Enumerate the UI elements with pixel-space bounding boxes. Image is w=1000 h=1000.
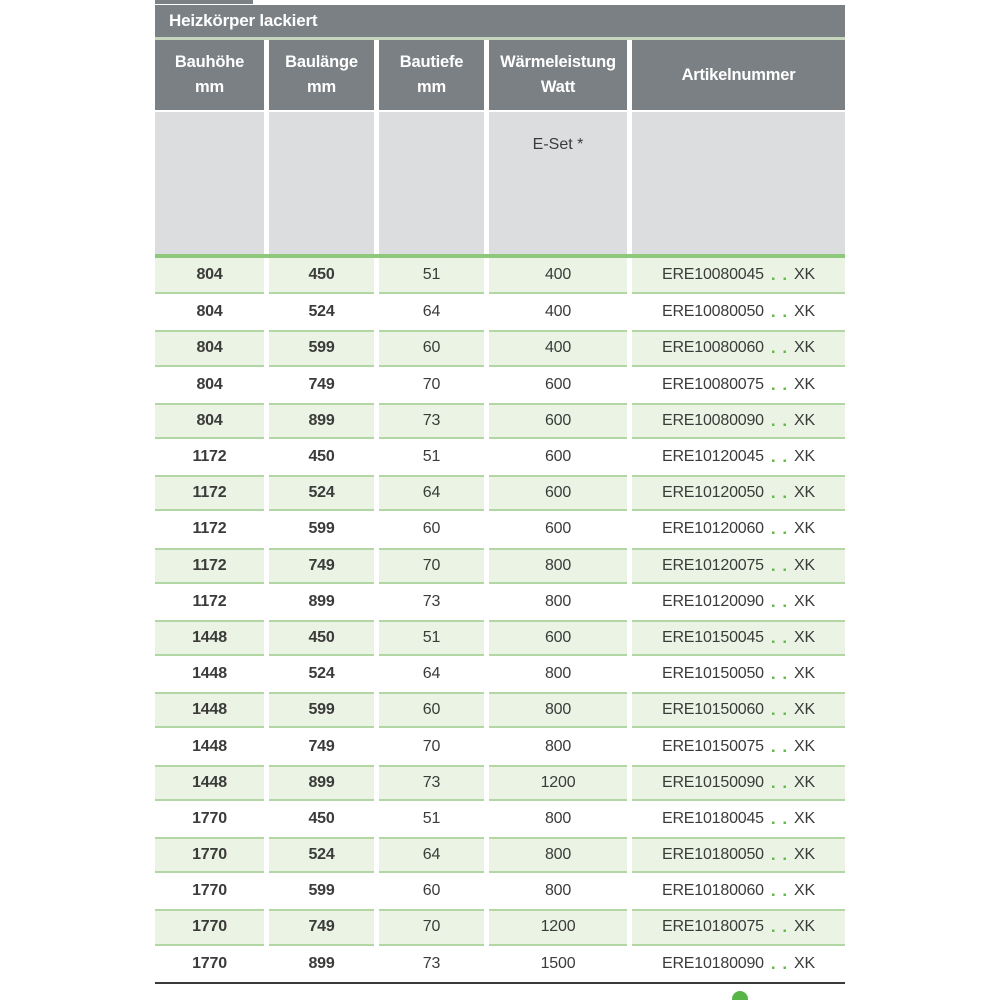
baulaenge-cell: 599	[269, 330, 374, 366]
bauhoehe-cell: 804	[196, 303, 223, 321]
art-dots: . .	[770, 338, 789, 358]
bauhoehe-cell: 1172	[155, 548, 264, 584]
watt-cell: 800	[544, 665, 572, 683]
watt-cell: 400	[489, 258, 627, 294]
art-suffix: XK	[794, 411, 815, 429]
table-title: Heizkörper lackiert	[155, 5, 845, 37]
baulaenge-cell: 749	[269, 909, 374, 945]
table-row	[155, 692, 845, 728]
artikelnummer-cell	[632, 294, 845, 330]
art-code: ERE10120045	[661, 448, 764, 466]
column-header-artikelnummer	[632, 40, 845, 110]
art-suffix: XK	[794, 266, 815, 284]
bauhoehe-cell: 804	[155, 330, 264, 366]
art-suffix: XK	[794, 556, 815, 574]
watt-cell: 800	[489, 692, 627, 728]
art-code: ERE10080060	[661, 339, 764, 357]
art-code: ERE10150090	[661, 773, 764, 791]
bautiefe-cell: 60	[422, 882, 441, 900]
art-suffix: XK	[794, 954, 815, 972]
baulaenge-cell: 450	[308, 448, 335, 466]
art-code: ERE10080075	[661, 375, 764, 393]
art-suffix: XK	[794, 809, 815, 827]
artikelnummer-cell	[632, 837, 845, 873]
artikelnummer-cell	[632, 656, 845, 692]
bauhoehe-cell: 1770	[192, 809, 227, 827]
art-code: ERE10180050	[661, 846, 764, 864]
artikelnummer-cell	[632, 584, 845, 620]
bauhoehe-cell: 1770	[155, 909, 264, 945]
table-row	[155, 475, 845, 511]
baulaenge-cell: 599	[269, 692, 374, 728]
bauhoehe-cell: 804	[155, 403, 264, 439]
table-row	[155, 548, 845, 584]
art-code: ERE10120050	[661, 484, 764, 502]
bautiefe-cell: 51	[422, 448, 441, 466]
table-row	[155, 620, 845, 656]
baulaenge-cell: 899	[308, 592, 335, 610]
table-body	[155, 258, 845, 982]
baulaenge-cell: 899	[269, 403, 374, 439]
artikelnummer-cell	[632, 403, 845, 439]
art-dots: . .	[770, 772, 789, 792]
art-dots: . .	[770, 374, 789, 394]
artikelnummer-cell	[632, 946, 845, 982]
bautiefe-cell: 60	[379, 692, 484, 728]
bautiefe-cell: 51	[379, 620, 484, 656]
watt-cell: 600	[544, 520, 572, 538]
art-code: ERE10180090	[661, 954, 764, 972]
table-row	[155, 330, 845, 366]
table-row	[155, 873, 845, 909]
art-dots: . .	[770, 845, 789, 865]
bautiefe-cell: 64	[379, 475, 484, 511]
column-header-label: Baulänge	[285, 53, 358, 72]
art-dots: . .	[770, 483, 789, 503]
art-code: ERE10150075	[661, 737, 764, 755]
baulaenge-cell: 524	[308, 665, 335, 683]
watt-cell: 1500	[540, 954, 576, 972]
artikelnummer-cell	[632, 765, 845, 801]
baulaenge-cell: 749	[269, 548, 374, 584]
watt-cell: 600	[544, 375, 572, 393]
column-header-bautiefe	[379, 40, 484, 110]
art-dots: . .	[770, 736, 789, 756]
baulaenge-cell: 899	[269, 765, 374, 801]
art-suffix: XK	[794, 628, 815, 646]
table-subheader-row	[155, 112, 845, 254]
art-suffix: XK	[794, 882, 815, 900]
art-suffix: XK	[794, 520, 815, 538]
bautiefe-cell: 70	[379, 548, 484, 584]
column-header-unit: mm	[307, 78, 336, 96]
art-suffix: XK	[794, 665, 815, 683]
baulaenge-cell: 749	[308, 737, 335, 755]
art-dots: . .	[770, 664, 789, 684]
baulaenge-cell: 524	[269, 837, 374, 873]
art-suffix: XK	[794, 484, 815, 502]
art-code: ERE10120060	[661, 520, 764, 538]
subheader-cell	[379, 112, 484, 254]
green-dot	[732, 991, 748, 1000]
art-code: ERE10150045	[661, 628, 764, 646]
bauhoehe-cell: 1172	[192, 448, 227, 466]
bautiefe-cell: 64	[422, 303, 441, 321]
watt-cell: 800	[544, 737, 572, 755]
bautiefe-cell: 70	[422, 737, 441, 755]
table-row	[155, 367, 845, 403]
bautiefe-cell: 70	[422, 375, 441, 393]
column-header-unit: mm	[195, 78, 224, 96]
table-row	[155, 584, 845, 620]
table-row	[155, 801, 845, 837]
artikelnummer-cell	[632, 728, 845, 764]
watt-cell: 800	[544, 882, 572, 900]
art-suffix: XK	[794, 918, 815, 936]
bautiefe-cell: 60	[379, 330, 484, 366]
bauhoehe-cell: 1448	[192, 665, 227, 683]
subheader-cell-eset	[489, 112, 627, 254]
baulaenge-cell: 450	[269, 620, 374, 656]
table-row	[155, 765, 845, 801]
art-suffix: XK	[794, 339, 815, 357]
art-code: ERE10080045	[661, 266, 764, 284]
art-dots: . .	[770, 953, 789, 973]
bauhoehe-cell: 1770	[155, 837, 264, 873]
baulaenge-cell: 899	[308, 954, 335, 972]
artikelnummer-cell	[632, 258, 845, 294]
column-header-bauhoehe	[155, 40, 264, 110]
table-row	[155, 656, 845, 692]
bautiefe-cell: 73	[379, 765, 484, 801]
watt-cell: 800	[489, 837, 627, 873]
artikelnummer-cell	[632, 367, 845, 403]
art-dots: . .	[770, 627, 789, 647]
bautiefe-cell: 73	[422, 592, 441, 610]
artikelnummer-cell	[632, 439, 845, 475]
art-code: ERE10120075	[661, 556, 764, 574]
watt-cell: 800	[544, 809, 572, 827]
art-suffix: XK	[794, 773, 815, 791]
table-row	[155, 909, 845, 945]
table-row	[155, 403, 845, 439]
bautiefe-cell: 64	[422, 665, 441, 683]
table-row	[155, 946, 845, 982]
art-suffix: XK	[794, 303, 815, 321]
table-row	[155, 258, 845, 294]
column-header-unit: Watt	[540, 78, 576, 96]
bautiefe-cell: 73	[422, 954, 441, 972]
art-suffix: XK	[794, 701, 815, 719]
baulaenge-cell: 524	[308, 303, 335, 321]
art-suffix: XK	[794, 592, 815, 610]
bauhoehe-cell: 1172	[192, 520, 227, 538]
art-code: ERE10180075	[661, 918, 764, 936]
bauhoehe-cell: 804	[155, 258, 264, 294]
subheader-cell	[269, 112, 374, 254]
bautiefe-cell: 60	[422, 520, 441, 538]
art-code: ERE10120090	[661, 592, 764, 610]
watt-cell: 600	[544, 448, 572, 466]
table-row	[155, 439, 845, 475]
watt-cell: 1200	[489, 765, 627, 801]
bauhoehe-cell: 1770	[192, 954, 227, 972]
table-row	[155, 837, 845, 873]
art-dots: . .	[770, 808, 789, 828]
artikelnummer-cell	[632, 801, 845, 837]
column-header-label: Artikelnummer	[681, 65, 796, 84]
bautiefe-cell: 70	[379, 909, 484, 945]
table-row	[155, 511, 845, 547]
bautiefe-cell: 73	[379, 403, 484, 439]
art-dots: . .	[770, 917, 789, 937]
watt-cell: 600	[489, 403, 627, 439]
baulaenge-cell: 599	[308, 520, 335, 538]
subheader-cell	[632, 112, 845, 254]
artikelnummer-cell	[632, 692, 845, 728]
art-dots: . .	[770, 447, 789, 467]
watt-cell: 600	[489, 475, 627, 511]
bauhoehe-cell: 1172	[192, 592, 227, 610]
artikelnummer-cell	[632, 909, 845, 945]
artikelnummer-cell	[632, 475, 845, 511]
bautiefe-cell: 51	[379, 258, 484, 294]
artikelnummer-cell	[632, 548, 845, 584]
art-code: ERE10150050	[661, 665, 764, 683]
art-code: ERE10180060	[661, 882, 764, 900]
art-dots: . .	[770, 700, 789, 720]
baulaenge-cell: 450	[269, 258, 374, 294]
artikelnummer-cell	[632, 511, 845, 547]
art-dots: . .	[770, 555, 789, 575]
art-code: ERE10150060	[661, 701, 764, 719]
art-dots: . .	[770, 519, 789, 539]
bauhoehe-cell: 1448	[155, 692, 264, 728]
art-dots: . .	[770, 410, 789, 430]
bauhoehe-cell: 1172	[155, 475, 264, 511]
column-header-label: Bauhöhe	[174, 53, 245, 72]
art-suffix: XK	[794, 737, 815, 755]
artikelnummer-cell	[632, 873, 845, 909]
watt-cell: 800	[544, 592, 572, 610]
artikelnummer-cell	[632, 620, 845, 656]
art-dots: . .	[770, 591, 789, 611]
baulaenge-cell: 749	[308, 375, 335, 393]
art-suffix: XK	[794, 846, 815, 864]
art-code: ERE10080050	[661, 303, 764, 321]
column-header-waermeleistung	[489, 40, 627, 110]
top-edge-fragment	[155, 0, 253, 4]
art-code: ERE10080090	[661, 411, 764, 429]
eset-label: E-Set *	[532, 136, 584, 153]
column-header-label: Bautiefe	[399, 53, 464, 72]
product-table	[155, 5, 845, 984]
watt-cell: 600	[489, 620, 627, 656]
watt-cell: 1200	[489, 909, 627, 945]
watt-cell: 400	[489, 330, 627, 366]
table-row	[155, 294, 845, 330]
watt-cell: 400	[544, 303, 572, 321]
art-dots: . .	[770, 265, 789, 285]
table-bottom-border	[155, 982, 845, 984]
artikelnummer-cell	[632, 330, 845, 366]
bauhoehe-cell: 804	[196, 375, 223, 393]
table-row	[155, 728, 845, 764]
column-header-unit: mm	[417, 78, 446, 96]
art-code: ERE10180045	[661, 809, 764, 827]
bauhoehe-cell: 1770	[192, 882, 227, 900]
bauhoehe-cell: 1448	[155, 765, 264, 801]
column-header-baulaenge	[269, 40, 374, 110]
bautiefe-cell: 51	[422, 809, 441, 827]
baulaenge-cell: 524	[269, 475, 374, 511]
art-dots: . .	[770, 881, 789, 901]
watt-cell: 800	[489, 548, 627, 584]
art-dots: . .	[770, 302, 789, 322]
bauhoehe-cell: 1448	[192, 737, 227, 755]
table-header-row	[155, 40, 845, 110]
bauhoehe-cell: 1448	[155, 620, 264, 656]
bautiefe-cell: 64	[379, 837, 484, 873]
art-suffix: XK	[794, 375, 815, 393]
subheader-cell	[155, 112, 264, 254]
column-header-label: Wärmeleistung	[500, 53, 616, 72]
baulaenge-cell: 599	[308, 882, 335, 900]
baulaenge-cell: 450	[308, 809, 335, 827]
art-suffix: XK	[794, 448, 815, 466]
